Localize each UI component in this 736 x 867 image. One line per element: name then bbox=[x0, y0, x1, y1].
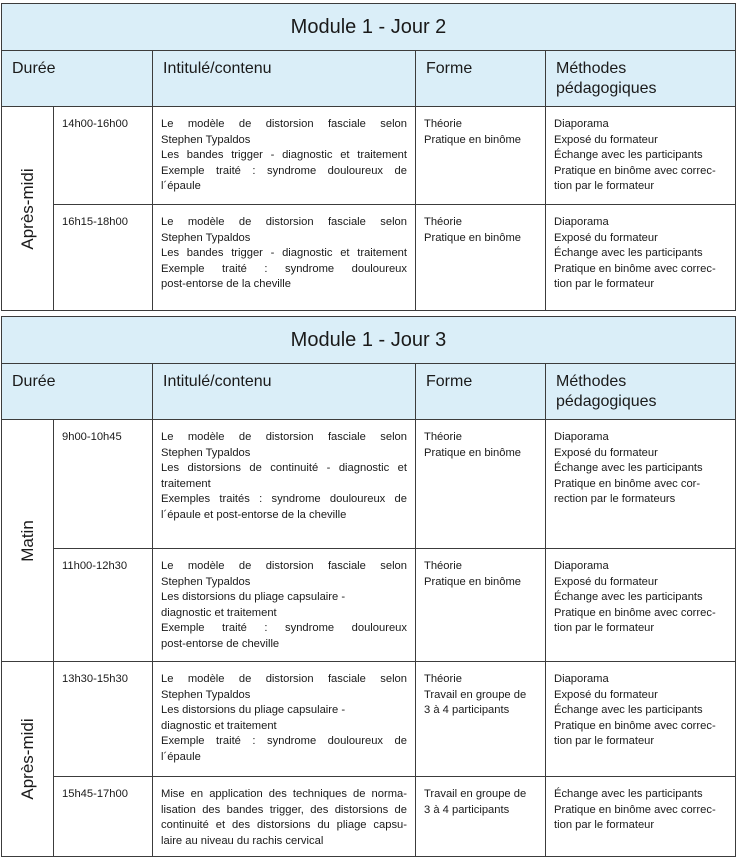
cell-line: Échange avec les participants bbox=[554, 149, 703, 161]
cell-line: Pratique en binôme avec correc- bbox=[554, 262, 716, 275]
cell-line: Théorie bbox=[424, 560, 462, 572]
content-cell bbox=[153, 107, 416, 205]
cell-line: Échange avec les participants bbox=[554, 788, 703, 800]
cell-line: post-entorse de cheville bbox=[161, 637, 280, 650]
period-label: Après-midi bbox=[17, 167, 37, 250]
cell-line: Les distorsions de continuité - diagnostic et bbox=[161, 462, 407, 474]
cell-line: Les distorsions du pliage capsulaire - bbox=[161, 704, 346, 716]
cell-line: Échange avec les participants bbox=[554, 247, 703, 259]
forme-cell bbox=[416, 777, 546, 857]
cell-line: diagnostic et traitement bbox=[161, 606, 277, 619]
cell-line: Exemple traité : syndrome douloureux de bbox=[161, 735, 407, 747]
cell-line: l´épaule bbox=[161, 180, 201, 192]
methodes-cell bbox=[546, 205, 736, 311]
cell-line: Pratique en binôme avec correc- bbox=[554, 803, 716, 816]
header-intitule: Intitulé/contenu bbox=[153, 364, 416, 420]
cell-line: Stephen Typaldos bbox=[161, 133, 251, 146]
cell-line: Exemple traité : syndrome douloureux de bbox=[161, 164, 407, 177]
content-cell bbox=[153, 777, 416, 857]
cell-line: Mise en application des techniques de norma- bbox=[161, 788, 407, 800]
header-forme: Forme bbox=[416, 51, 546, 107]
cell-line: Pratique en binôme bbox=[424, 575, 522, 588]
cell-line: Les bandes trigger - diagnostic et traitement bbox=[161, 149, 407, 161]
header-methodes-line1: Méthodes bbox=[556, 60, 627, 77]
jour3-title: Module 1 - Jour 3 bbox=[2, 317, 736, 364]
cell-line: l´épaule bbox=[161, 750, 201, 763]
cell-line: Théorie bbox=[424, 673, 462, 685]
cell-line: l´épaule et post-entorse de la cheville bbox=[161, 508, 347, 521]
cell-line: Le modèle de distorsion fasciale selon bbox=[161, 673, 407, 685]
cell-line: Diaporama bbox=[554, 673, 609, 685]
content-cell bbox=[153, 549, 416, 662]
header-methodes-line1: Méthodes bbox=[556, 373, 627, 390]
cell-line: Exposé du formateur bbox=[554, 133, 658, 146]
cell-line: Diaporama bbox=[554, 560, 609, 572]
cell-line: Le modèle de distorsion fasciale selon bbox=[161, 431, 407, 443]
forme-cell bbox=[416, 549, 546, 662]
period-cell-matin bbox=[2, 420, 54, 662]
cell-line: diagnostic et traitement bbox=[161, 719, 277, 732]
cell-line: Exemple traité : syndrome douloureux bbox=[161, 262, 407, 275]
cell-line: Pratique en binôme avec correc- bbox=[554, 719, 716, 732]
forme-cell bbox=[416, 107, 546, 205]
cell-line: Stephen Typaldos bbox=[161, 575, 251, 588]
cell-line: Diaporama bbox=[554, 216, 609, 228]
cell-line: Exemples traités : syndrome douloureux de bbox=[161, 493, 407, 505]
cell-line: 3 à 4 participants bbox=[424, 803, 510, 816]
cell-line: Échange avec les participants bbox=[554, 704, 703, 716]
cell-line: tion par le formateur bbox=[554, 278, 655, 290]
cell-line: tion par le formateur bbox=[554, 735, 655, 747]
cell-line: Pratique en binôme avec correc- bbox=[554, 606, 716, 619]
cell-line: Exposé du formateur bbox=[554, 231, 658, 244]
cell-line: Pratique en binôme avec cor- bbox=[554, 477, 701, 490]
methodes-cell bbox=[546, 107, 736, 205]
cell-line: laire au niveau du rachis cervical bbox=[161, 834, 324, 847]
cell-line: Théorie bbox=[424, 118, 462, 130]
cell-line: continuité et des distorsions du pliage capsu- bbox=[161, 819, 407, 831]
content-cell bbox=[153, 205, 416, 311]
cell-line: Stephen Typaldos bbox=[161, 688, 251, 701]
cell-line: Pratique en binôme bbox=[424, 231, 522, 244]
table-row bbox=[2, 420, 736, 549]
table-row bbox=[2, 549, 736, 662]
period-cell-apres-midi bbox=[2, 107, 54, 311]
methodes-cell bbox=[546, 549, 736, 662]
table-row bbox=[2, 662, 736, 777]
header-forme: Forme bbox=[416, 364, 546, 420]
time-cell: 13h30-15h30 bbox=[54, 662, 153, 777]
cell-line: Les distorsions du pliage capsulaire - bbox=[161, 591, 346, 603]
table-row bbox=[2, 777, 736, 857]
methodes-cell bbox=[546, 662, 736, 777]
time-cell: 11h00-12h30 bbox=[54, 549, 153, 662]
forme-cell bbox=[416, 205, 546, 311]
header-methodes bbox=[546, 364, 736, 420]
forme-cell bbox=[416, 420, 546, 549]
jour2-title: Module 1 - Jour 2 bbox=[2, 4, 736, 51]
header-methodes-line2: pédagogiques bbox=[556, 393, 657, 410]
cell-line: Le modèle de distorsion fasciale selon bbox=[161, 118, 407, 130]
time-cell: 15h45-17h00 bbox=[54, 777, 153, 857]
cell-line: Pratique en binôme bbox=[424, 133, 522, 146]
cell-line: Théorie bbox=[424, 431, 462, 443]
header-methodes bbox=[546, 51, 736, 107]
jour2-table bbox=[1, 3, 736, 311]
cell-line: Le modèle de distorsion fasciale selon bbox=[161, 560, 407, 572]
cell-line: Diaporama bbox=[554, 118, 609, 130]
time-cell: 9h00-10h45 bbox=[54, 420, 153, 549]
cell-line: post-entorse de la cheville bbox=[161, 278, 291, 290]
jour3-title-row bbox=[2, 317, 736, 364]
cell-line: Exposé du formateur bbox=[554, 688, 658, 701]
period-label: Après-midi bbox=[17, 718, 37, 800]
period-label: Matin bbox=[17, 519, 37, 562]
jour2-header-row bbox=[2, 51, 736, 107]
jour3-table bbox=[1, 316, 736, 857]
cell-line: traitement bbox=[161, 477, 211, 490]
cell-line: 3 à 4 participants bbox=[424, 704, 510, 716]
cell-line: Diaporama bbox=[554, 431, 609, 443]
time-cell: 14h00-16h00 bbox=[54, 107, 153, 205]
header-intitule: Intitulé/contenu bbox=[153, 51, 416, 107]
cell-line: Les bandes trigger - diagnostic et traitement bbox=[161, 247, 407, 259]
table-row bbox=[2, 107, 736, 205]
forme-cell bbox=[416, 662, 546, 777]
cell-line: Échange avec les participants bbox=[554, 462, 703, 474]
header-duree: Durée bbox=[2, 364, 153, 420]
cell-line: lisation des bandes trigger, des distorsions de bbox=[161, 803, 407, 816]
time-cell: 16h15-18h00 bbox=[54, 205, 153, 311]
content-cell bbox=[153, 662, 416, 777]
cell-line: Échange avec les participants bbox=[554, 591, 703, 603]
cell-line: Exemple traité : syndrome douloureux bbox=[161, 622, 407, 634]
cell-line: tion par le formateur bbox=[554, 622, 655, 634]
cell-line: Travail en groupe de bbox=[424, 788, 527, 800]
cell-line: Le modèle de distorsion fasciale selon bbox=[161, 216, 407, 228]
cell-line: Stephen Typaldos bbox=[161, 231, 251, 244]
table-row bbox=[2, 205, 736, 311]
methodes-cell bbox=[546, 777, 736, 857]
cell-line: Stephen Typaldos bbox=[161, 446, 251, 459]
cell-line: Exposé du formateur bbox=[554, 575, 658, 588]
cell-line: Pratique en binôme avec correc- bbox=[554, 164, 716, 177]
header-duree: Durée bbox=[2, 51, 153, 107]
cell-line: Travail en groupe de bbox=[424, 688, 527, 701]
cell-line: Pratique en binôme bbox=[424, 446, 522, 459]
cell-line: tion par le formateur bbox=[554, 819, 655, 831]
cell-line: Exposé du formateur bbox=[554, 446, 658, 459]
jour3-header-row bbox=[2, 364, 736, 420]
period-cell-apres-midi bbox=[2, 662, 54, 857]
cell-line: Théorie bbox=[424, 216, 462, 228]
methodes-cell bbox=[546, 420, 736, 549]
cell-line: rection par le formateurs bbox=[554, 493, 676, 505]
content-cell bbox=[153, 420, 416, 549]
jour2-title-row bbox=[2, 4, 736, 51]
cell-line: tion par le formateur bbox=[554, 180, 655, 192]
header-methodes-line2: pédagogiques bbox=[556, 80, 657, 97]
